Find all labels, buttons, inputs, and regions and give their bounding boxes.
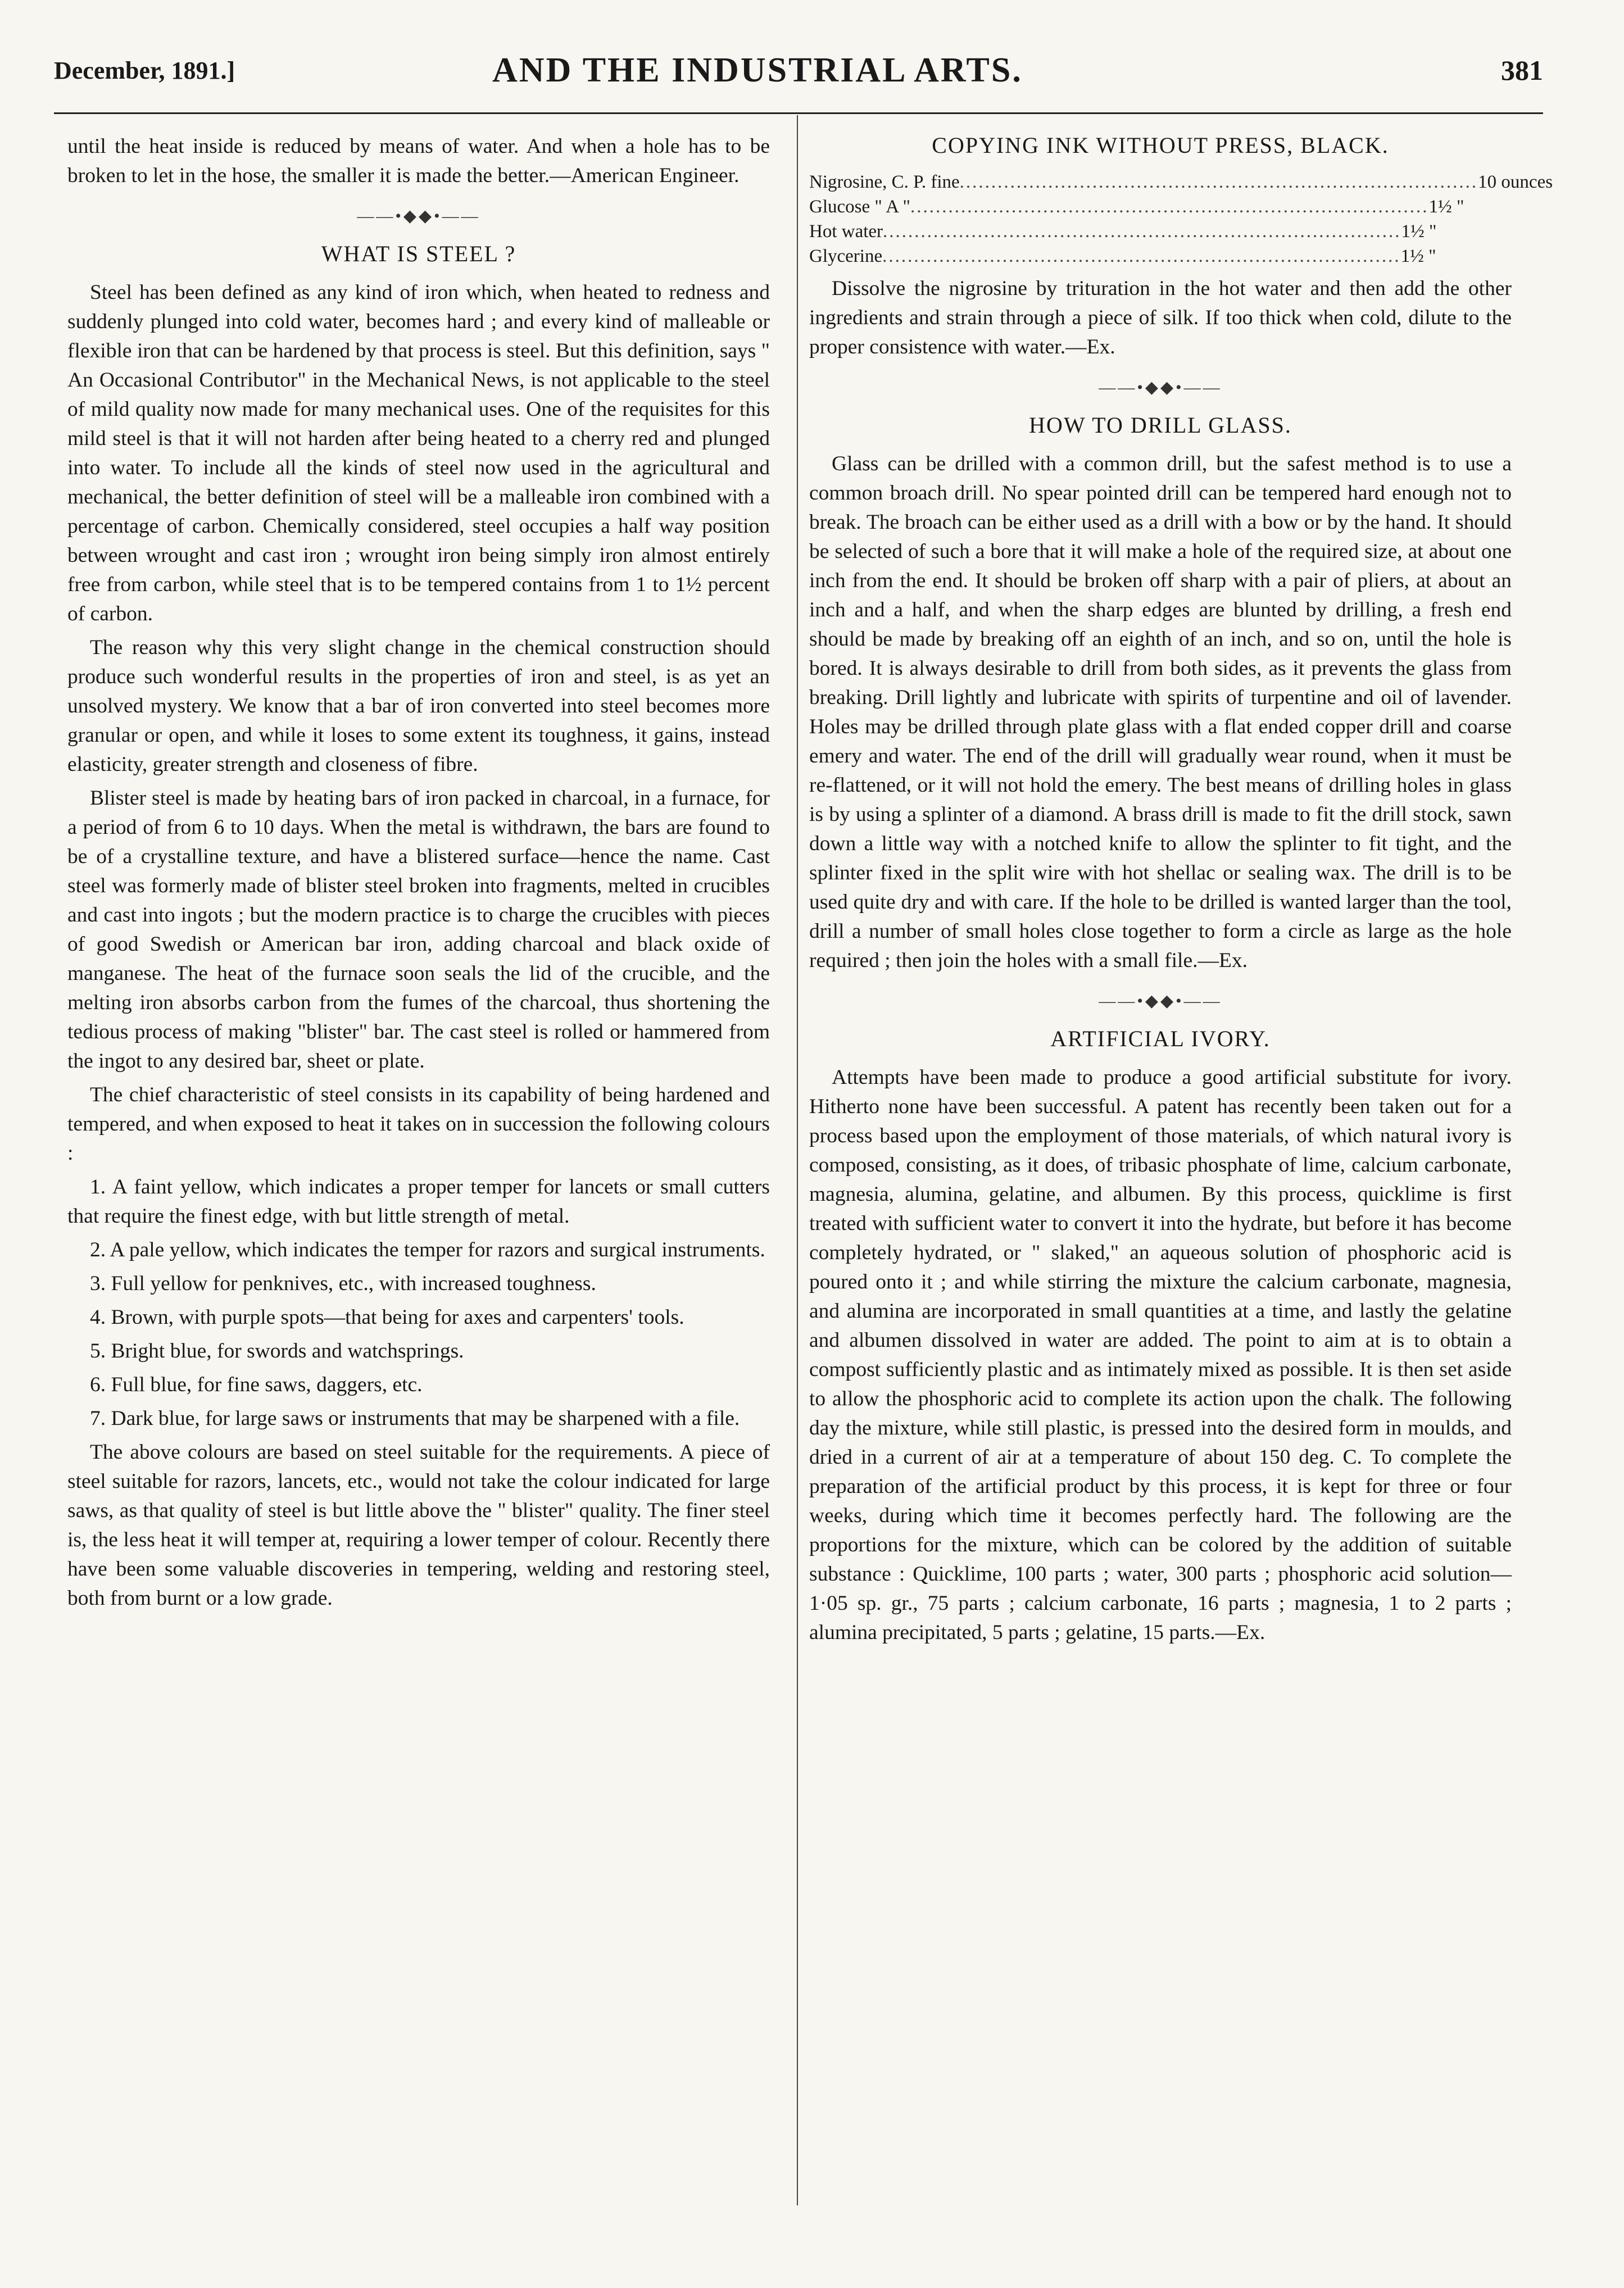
page-header — [54, 51, 1543, 101]
page-number: 381 — [1501, 55, 1543, 86]
paragraph: Dissolve the nigrosine by trituration in the hot water and then add the other ingredients and strain through a piece of silk. If too thick when cold, dilute to the proper consistence with water.—Ex. — [809, 277, 1512, 358]
issue-date: December, 1891.] — [54, 57, 235, 84]
ingredient-name: Glycerine — [809, 246, 883, 266]
section-separator: ——•◆◆•—— — [1099, 378, 1222, 397]
ingredient-name: Nigrosine, C. P. fine — [809, 172, 960, 192]
leader-dots: .................................................................................. — [910, 197, 1429, 217]
continued-paragraph: until the heat inside is reduced by means of water. And when a hole has to be broken to let in the hose, the smaller it is made the better.—American Engineer. — [67, 135, 770, 187]
right-column — [809, 132, 1553, 1652]
leader-dots: .................................................................................. — [883, 221, 1401, 242]
section-separator: ——•◆◆•—— — [357, 207, 480, 225]
ingredient-qty: 1½ " — [1401, 221, 1437, 242]
recipe-row — [809, 170, 1553, 194]
list-item: 2. A pale yellow, which indicates the temper for razors and surgical instruments. — [90, 1238, 765, 1261]
list-item: 7. Dark blue, for large saws or instruments that may be sharpened with a file. — [90, 1407, 740, 1430]
leader-dots: .................................................................................. — [882, 246, 1401, 266]
ingredient-name: Hot water — [809, 221, 883, 242]
recipe-row — [809, 219, 1512, 244]
ingredient-qty: 1½ " — [1400, 246, 1436, 266]
paragraph: The reason why this very slight change in the chemical construction should produce such wonderful results in the properties of iron and steel, is as yet an unsolved mystery. We know that a bar of iron converted into steel becomes more granular or open, and while it loses to some extent its toughness, it gains, instead elasticity, greater strength and closeness of fibre. — [67, 636, 770, 776]
temper-colour-list — [67, 1173, 770, 1433]
list-item: 5. Bright blue, for swords and watchsprings. — [90, 1340, 464, 1363]
section-separator: ——•◆◆•—— — [1099, 992, 1222, 1010]
list-item: 3. Full yellow for penknives, etc., with increased toughness. — [90, 1272, 596, 1295]
running-title: AND THE INDUSTRIAL ARTS. — [492, 51, 1023, 89]
list-item: 6. Full blue, for fine saws, daggers, etc. — [90, 1373, 423, 1396]
column-divider — [797, 115, 798, 2205]
paragraph: Attempts have been made to produce a good artificial substitute for ivory. Hitherto none have been successful. A patent has recently been taken out for a process based upon the employment of those materials, of which natural ivory is composed, consisting, as it does, of tribasic phosphate of lime, calcium carbonate, magnesia, alumina, gelatine, and albumen. By this process, quicklime is first treated with sufficient water to convert it into the hydrate, but before it has become completely hydrated, or " slaked," an aqueous solution of phosphoric acid is poured onto it ; and while stirring the mixture the calcium carbonate, magnesia, and alumina are incorporated in small quantities at a time, and lastly the gelatine and albumen dissolved in water are added. The point to aim at is to obtain a compost sufficiently plastic and as intimately mixed as possible. It is then set aside to allow the phosphoric acid to complete its action upon the chalk. The following day the mixture, while still plastic, is pressed into the desired form in moulds, and dried in a current of air at a temperature of about 150 deg. C. To complete the preparation of the artificial product by this process, it is kept for three or four weeks, during which time it becomes perfectly hard. The following are the proportions for the mixture, which can be colored by the addition of suitable substance : Quicklime, 100 parts ; water, 300 parts ; phosphoric acid solution—1·05 sp. gr., 75 parts ; calcium carbonate, 16 parts ; magnesia, 1 to 2 parts ; alumina precipitated, 5 parts ; gelatine, 15 parts.—Ex. — [809, 1066, 1512, 1644]
paragraph: The above colours are based on steel suitable for the requirements. A piece of steel suitable for razors, lancets, etc., would not take the colour indicated for large saws, as that quality of steel is but little above the " blister" quality. The finer steel is, the less heat it will temper at, requiring a lower temper of colour. Recently there have been some valuable discoveries in tempering, welding and restoring steel, both from burnt or a low grade. — [67, 1441, 770, 1610]
leader-dots: .................................................................................. — [959, 172, 1478, 192]
article-title-ivory: ARTIFICIAL IVORY. — [1050, 1026, 1271, 1051]
ingredient-qty: 1½ " — [1428, 197, 1464, 217]
ink-recipe — [809, 170, 1553, 269]
ingredient-name: Glucose " A " — [809, 197, 911, 217]
recipe-row — [809, 244, 1512, 269]
paragraph: Blister steel is made by heating bars of iron packed in charcoal, in a furnace, for a period of from 6 to 10 days. When the metal is withdrawn, the bars are found to be of a crystalline texture, and have a blistered surface—hence the name. Cast steel was formerly made of blister steel broken into fragments, melted in crucibles and cast into ingots ; but the modern practice is to charge the crucibles with pieces of good Swedish or American bar iron, adding charcoal and black oxide of manganese. The heat of the furnace soon seals the lid of the crucible, and the melting iron absorbs carbon from the fumes of the charcoal, thus shortening the tedious process of making "blister" bar. The cast steel is rolled or hammered from the ingot to any desired bar, sheet or plate. — [67, 787, 770, 1073]
paragraph: Glass can be drilled with a common drill, but the safest method is to use a common broach drill. No spear pointed drill can be tempered hard enough not to break. The broach can be either used as a drill with a bow or by the hand. It should be selected of such a bore that it will make a hole of the required size, at about one inch from the end. It should be broken off sharp with a pair of pliers, at about an inch and a half, and when the sharp edges are blunted by drilling, a fresh end should be made by breaking off an eighth of an inch, and so on, until the hole is bored. It is always desirable to drill from both sides, as it prevents the glass from breaking. Drill lightly and lubricate with spirits of turpentine and oil of lavender. Holes may be drilled through plate glass with a flat ended copper drill and coarse emery and water. The end of the drill will gradually wear round, when it must be re-flattened, or it will not hold the emery. The best means of drilling holes in glass is by using a splinter of a diamond. A brass drill is made to fit the drill stock, sawn down a little way with a notched knife to allow the splinter to fit tight, and the splinter fixed in the split wire with hot shellac or sealing wax. The drill is to be used quite dry and with care. If the hole to be drilled is wanted larger than the tool, drill a number of small holes close together to form a circle as large as the hole required ; then join the holes with a small file.—Ex. — [809, 452, 1512, 972]
recipe-row — [809, 194, 1512, 219]
list-item: 1. A faint yellow, which indicates a proper temper for lancets or small cutters that require the finest edge, with but little strength of metal. — [67, 1175, 770, 1228]
ingredient-qty: 10 ounces — [1478, 172, 1553, 192]
paragraph: Steel has been defined as any kind of iron which, when heated to redness and suddenly plunged into cold water, becomes hard ; and every kind of malleable or flexible iron that can be hardened by that process is steel. But this definition, says " An Occasional Contributor" in the Mechanical News, is not applicable to the steel of mild quality now made for many mechanical uses. One of the requisites for this mild steel is that it will not harden after being heated to a cherry red and plunged into water. To include all the kinds of steel now used in the agricultural and mechanical, the better definition of steel will be a malleable iron combined with a percentage of carbon. Chemically considered, steel occupies a half way position between wrought and cast iron ; wrought iron being simply iron almost entirely free from carbon, while steel that is to be tempered contains from 1 to 1½ percent of carbon. — [67, 281, 770, 625]
article-title-steel: WHAT IS STEEL ? — [321, 241, 516, 266]
list-item: 4. Brown, with purple spots—that being for axes and carpenters' tools. — [90, 1306, 684, 1329]
article-title-ink: COPYING INK WITHOUT PRESS, BLACK. — [932, 133, 1389, 158]
paragraph: The chief characteristic of steel consists in its capability of being hardened and tempered, and when exposed to heat it takes on in succession the following colours : — [67, 1083, 770, 1165]
header-rule — [54, 112, 1543, 114]
left-column — [67, 132, 770, 1618]
article-title-glass: HOW TO DRILL GLASS. — [1029, 412, 1292, 438]
